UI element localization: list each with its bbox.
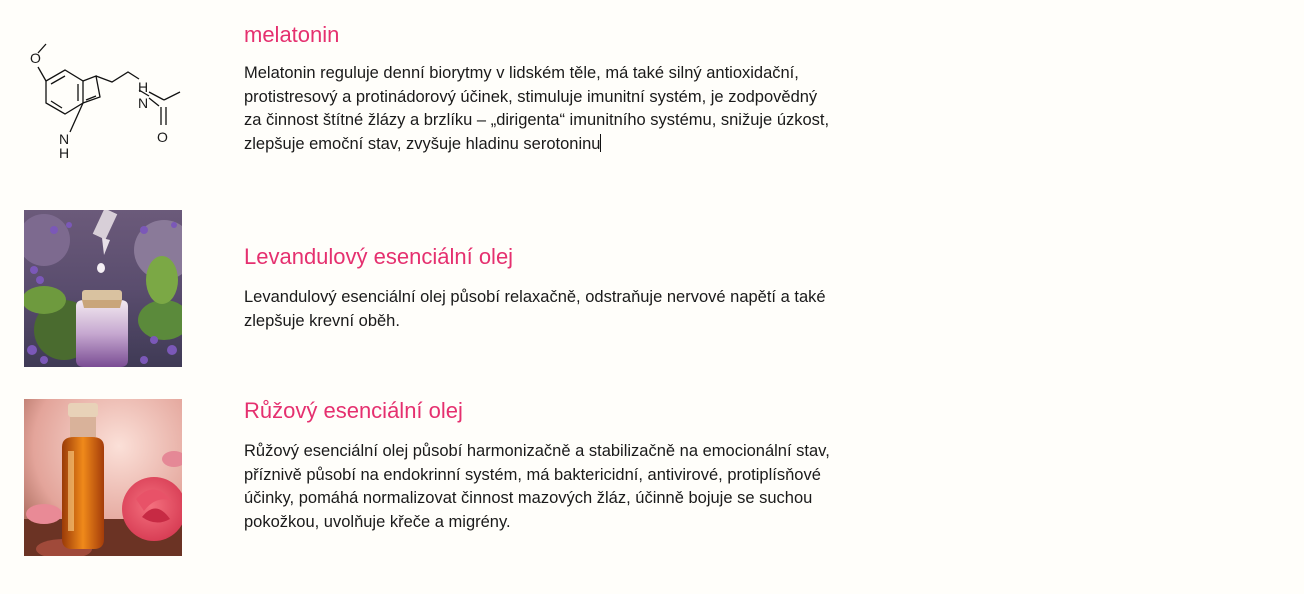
molecule-label-h-ring: H — [59, 145, 70, 161]
lavender-oil-photo — [24, 210, 182, 367]
item-description-rose: Růžový esenciální olej působí harmonizačně a stabilizačně na emocionální stav, příznivě působí na endokrinní systém, má baktericidní, antivirové, protiplísňové účinky, pomáhá normalizovat činnost mazových žláz, účinně bojuje se suchou pokožkou, uvolňuje křeče a migrény. — [244, 442, 830, 531]
item-title-rose: Růžový esenciální olej — [244, 398, 463, 423]
rose-oil-photo — [24, 399, 182, 556]
item-title-melatonin: melatonin — [244, 22, 340, 47]
molecule-label-h-amide: H — [138, 79, 149, 95]
molecule-label-n-ring: N — [59, 131, 70, 147]
item-title-lavender: Levandulový esenciální olej — [244, 244, 514, 269]
item-description-lavender: Levandulový esenciální olej působí relaxačně, odstraňuje nervové napětí a také zlepšuje krevní oběh. — [244, 288, 826, 330]
description-text: Melatonin reguluje denní biorytmy v lidském těle, má také silný antioxidační, protistresový a protinádorový účinek, stimuluje imunitní systém, je zodpovědný za činnost štítné žlázy a brzlíku – „dirigenta“ imunitního systému, snižuje úzkost, zlepšuje emoční stav, zvyšuje hladinu serotoninu — [244, 64, 830, 153]
text-caret — [600, 134, 601, 152]
molecule-label-o2: O — [157, 129, 168, 145]
molecule-label-o1: O — [30, 50, 41, 66]
item-description-melatonin — [244, 62, 834, 156]
molecule-label-n-amide: N — [138, 95, 149, 111]
melatonin-structure-icon — [24, 34, 182, 164]
